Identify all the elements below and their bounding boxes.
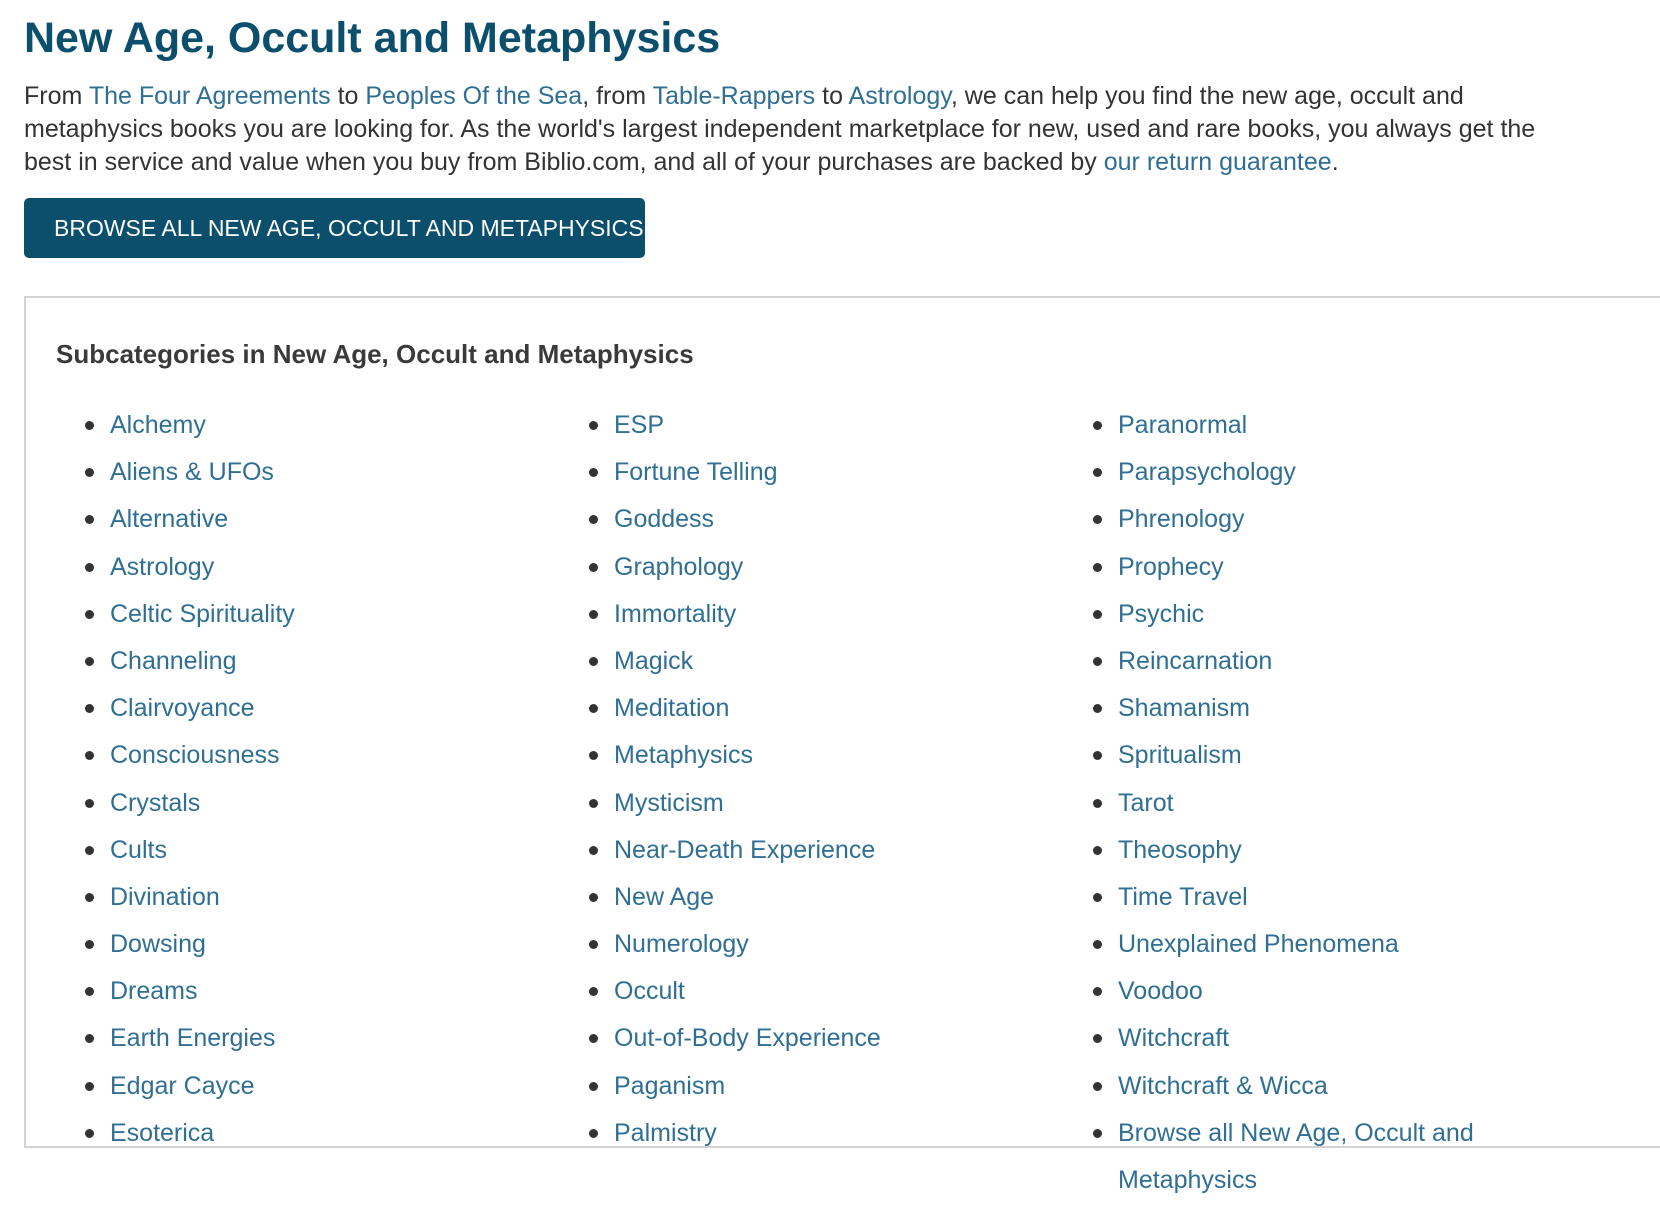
bullet-icon [85,846,94,855]
subcategory-item [82,689,532,732]
bullet-icon [589,846,598,855]
subcategory-link[interactable]: Theosophy [1118,835,1242,864]
bullet-icon [589,657,598,666]
subcategory-link[interactable]: Witchcraft & Wicca [1118,1071,1328,1100]
subcategory-link[interactable]: Immortality [614,599,737,628]
page-title: New Age, Occult and Metaphysics [24,14,721,62]
bullet-icon [85,940,94,949]
bullet-icon [1093,940,1102,949]
subcategory-link[interactable]: Out-of-Body Experience [614,1024,881,1053]
subcategory-link[interactable]: Occult [614,977,685,1006]
bullet-icon [85,1034,94,1043]
subcategory-item [82,548,532,591]
subcategory-item [1090,784,1510,827]
bullet-icon [1093,799,1102,808]
subcategory-link[interactable]: Prophecy [1118,552,1224,581]
bullet-icon [589,563,598,572]
subcategory-link[interactable]: Psychic [1118,599,1205,628]
bullet-icon [85,1129,94,1138]
subcategory-item [1090,972,1510,1015]
bullet-icon [85,799,94,808]
subcategory-item [586,1114,1036,1157]
subcategory-item [1090,406,1510,449]
bullet-icon [589,1082,598,1091]
subcategory-link[interactable]: Tarot [1118,788,1174,817]
intro-text: , from [582,82,653,110]
bullet-icon [589,610,598,619]
subcategory-item [1090,878,1510,921]
subcategory-item [1090,642,1510,685]
subcategory-item [586,1067,1036,1110]
subcategory-item [82,1114,532,1157]
link-return-guarantee[interactable]: our return guarantee [1103,148,1332,176]
bullet-icon [85,751,94,760]
subcategory-item [1090,925,1510,968]
subcategory-item [586,831,1036,874]
subcategory-link[interactable]: Numerology [614,930,749,959]
bullet-icon [1093,1034,1102,1043]
subcategory-link[interactable]: Edgar Cayce [110,1071,255,1100]
subcategory-item [1090,1019,1510,1062]
subcategory-link[interactable]: Aliens & UFOs [110,458,274,487]
subcategory-link[interactable]: Cults [110,835,167,864]
subcategory-link[interactable]: Consciousness [110,741,280,770]
subcategory-item [82,406,532,449]
subcategory-link[interactable]: Paganism [614,1071,726,1100]
bullet-icon [1093,421,1102,430]
bullet-icon [589,987,598,996]
bullet-icon [589,893,598,902]
subcategory-link[interactable]: Browse all New Age, Occult and Metaphysics [1118,1118,1474,1194]
bullet-icon [1093,563,1102,572]
subcategory-item [82,831,532,874]
subcategory-item [82,1019,532,1062]
subcategory-item [586,878,1036,921]
bullet-icon [589,704,598,713]
bullet-icon [589,515,598,524]
subcategory-link[interactable]: Time Travel [1118,882,1248,911]
subcategory-column-2 [586,406,1036,1161]
subcategory-item [82,642,532,685]
bullet-icon [85,610,94,619]
intro-text: to [815,82,849,110]
subcategory-link[interactable]: Shamanism [1118,694,1250,723]
subcategory-column-3 [1090,406,1510,1212]
subcategory-item [82,784,532,827]
subcategory-item [586,500,1036,543]
subcategory-link[interactable]: Near-Death Experience [614,835,876,864]
subcategory-item [1090,595,1510,638]
subcategory-link[interactable]: Witchcraft [1118,1024,1230,1053]
subcategory-link[interactable]: Goddess [614,505,715,534]
subcategory-link[interactable]: Astrology [110,552,215,581]
subcategory-item [586,689,1036,732]
subcategory-link[interactable]: Divination [110,882,220,911]
subcategory-link[interactable]: Phrenology [1118,505,1245,534]
bullet-icon [85,515,94,524]
bullet-icon [589,468,598,477]
subcategory-item [586,548,1036,591]
subcategory-item [1090,689,1510,732]
subcategory-link[interactable]: Palmistry [614,1118,717,1147]
bullet-icon [85,468,94,477]
subcategory-link[interactable]: Alternative [110,505,229,534]
subcategory-item [1090,548,1510,591]
bullet-icon [1093,846,1102,855]
bullet-icon [589,751,598,760]
subcategory-link[interactable]: Clairvoyance [110,694,255,723]
subcategory-link[interactable]: Mysticism [614,788,724,817]
subcategory-item [82,595,532,638]
bullet-icon [1093,1129,1102,1138]
subcategory-link[interactable]: Alchemy [110,411,206,439]
subcategory-item [1090,500,1510,543]
subcategory-link[interactable]: Esoterica [110,1118,215,1147]
intro-text: to [330,82,366,110]
subcategory-item [586,1019,1036,1062]
subcategory-link[interactable]: Reincarnation [1118,646,1273,675]
bullet-icon [85,421,94,430]
subcategory-item [586,642,1036,685]
bullet-icon [1093,610,1102,619]
subcategory-item [586,972,1036,1015]
link-table-rappers[interactable]: Table-Rappers [652,82,816,110]
bullet-icon [589,1034,598,1043]
bullet-icon [85,704,94,713]
bullet-icon [589,940,598,949]
bullet-icon [1093,751,1102,760]
intro-text: , we can help you find the new age, occult and metaphysics books you are looking for. As the world's largest independent marketplace for new, used and rare books, you always get the best in service and value when you buy from Biblio.com, and all of your purchases are backed by [24,82,1536,176]
subcategory-item [586,925,1036,968]
subcategory-link[interactable]: New Age [614,882,715,911]
subcategories-heading: Subcategories in New Age, Occult and Metaphysics [56,339,694,369]
bullet-icon [1093,468,1102,477]
bullet-icon [589,799,598,808]
subcategory-link[interactable]: Celtic Spirituality [110,599,295,628]
subcategory-link[interactable]: Channeling [110,646,237,675]
bullet-icon [85,893,94,902]
subcategory-link[interactable]: Paranormal [1118,411,1248,439]
subcategory-link[interactable]: Unexplained Phenomena [1118,930,1399,959]
bullet-icon [1093,893,1102,902]
subcategory-column-1 [82,406,532,1161]
bullet-icon [1093,515,1102,524]
link-astrology[interactable]: Astrology [848,82,951,110]
browse-all-button[interactable]: BROWSE ALL NEW AGE, OCCULT AND METAPHYSICS [24,198,645,258]
bullet-icon [85,1082,94,1091]
bullet-icon [1093,704,1102,713]
subcategory-item [586,784,1036,827]
subcategory-link[interactable]: Fortune Telling [614,458,778,487]
subcategory-item [586,595,1036,638]
subcategory-item [82,736,532,779]
subcategory-link[interactable]: Dreams [110,977,198,1006]
subcategory-link[interactable]: Crystals [110,788,201,817]
subcategory-link[interactable]: Meditation [614,694,730,723]
bullet-icon [85,657,94,666]
subcategories-panel [24,296,1660,1194]
subcategory-link[interactable]: ESP [614,411,665,439]
subcategory-item [1090,736,1510,779]
subcategory-link[interactable]: Voodoo [1118,977,1203,1006]
intro-text: . [1331,148,1339,176]
subcategory-link[interactable]: Graphology [614,552,744,581]
bullet-icon [1093,657,1102,666]
intro-paragraph [24,80,1554,179]
bullet-icon [589,1129,598,1138]
subcategory-link[interactable]: Parapsychology [1118,458,1296,487]
subcategory-item [1090,831,1510,874]
subcategory-link[interactable]: Spritualism [1118,741,1242,770]
subcategory-item [82,1067,532,1110]
intro-text: From [24,82,89,110]
bullet-icon [589,421,598,430]
subcategory-item [82,972,532,1015]
bullet-icon [85,563,94,572]
subcategory-item [586,736,1036,779]
subcategory-item [586,453,1036,496]
bullet-icon [85,987,94,996]
subcategory-item [82,878,532,921]
subcategory-link[interactable]: Metaphysics [614,741,753,770]
link-peoples-of-the-sea[interactable]: Peoples Of the Sea [365,82,583,110]
subcategory-item [1090,453,1510,496]
subcategory-item [82,500,532,543]
subcategory-link[interactable]: Dowsing [110,930,206,959]
subcategory-link[interactable]: Earth Energies [110,1024,276,1053]
subcategory-item [1090,1114,1510,1208]
subcategory-link[interactable]: Magick [614,646,694,675]
subcategory-item [82,453,532,496]
subcategory-item [82,925,532,968]
link-the-four-agreements[interactable]: The Four Agreements [88,82,331,110]
subcategory-item [1090,1067,1510,1110]
bullet-icon [1093,987,1102,996]
subcategory-item [586,406,1036,449]
bullet-icon [1093,1082,1102,1091]
